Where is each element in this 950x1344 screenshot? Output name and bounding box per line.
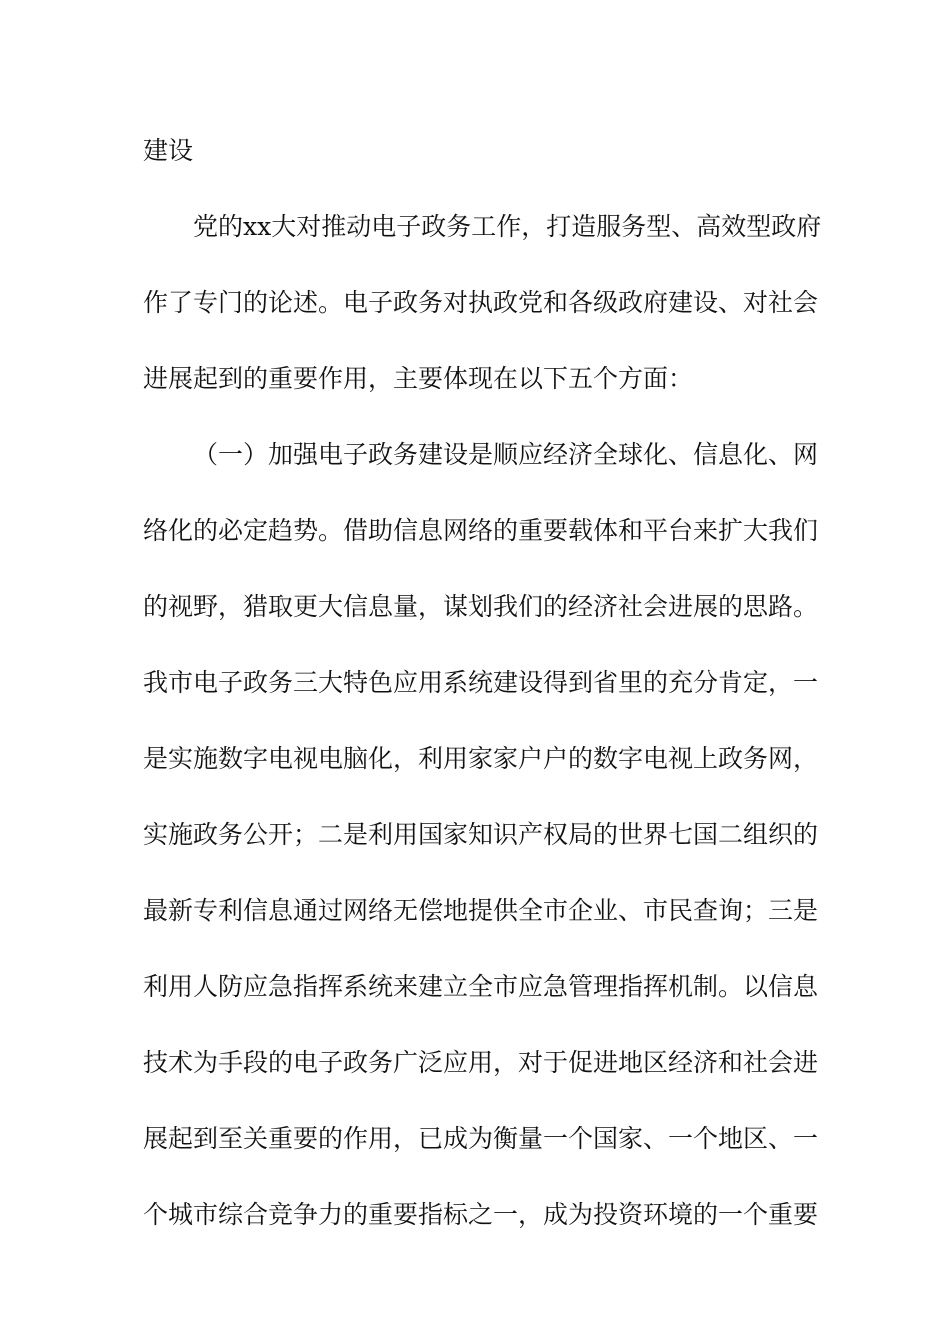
paragraph-2-line-2: 络化的必定趋势。借助信息网络的重要载体和平台来扩大我们 — [143, 516, 819, 545]
paragraph-2-line-6: 实施政务公开；二是利用国家知识产权局的世界七国二组织的 — [143, 820, 819, 849]
paragraph-2-line-9: 技术为手段的电子政务广泛应用，对于促进地区经济和社会进 — [143, 1048, 819, 1077]
paragraph-2-line-1: （一）加强电子政务建设是顺应经济全球化、信息化、网 — [193, 440, 819, 469]
paragraph-2-line-5: 是实施数字电视电脑化，利用家家户户的数字电视上政务网， — [143, 744, 819, 773]
paragraph-1-line-2: 作了专门的论述。电子政务对执政党和各级政府建设、对社会 — [143, 288, 819, 317]
paragraph-2-line-7: 最新专利信息通过网络无偿地提供全市企业、市民查询；三是 — [143, 896, 819, 925]
paragraph-2-line-3: 的视野，猎取更大信息量，谋划我们的经济社会进展的思路。 — [143, 592, 819, 621]
paragraph-1-line-1: 党的xx大对推动电子政务工作，打造服务型、高效型政府 — [193, 212, 822, 241]
text-line-1: 建设 — [143, 136, 194, 165]
paragraph-2-line-10: 展起到至关重要的作用，已成为衡量一个国家、一个地区、一 — [143, 1124, 819, 1153]
paragraph-1-line-3: 进展起到的重要作用，主要体现在以下五个方面： — [143, 364, 694, 393]
paragraph-2-line-11: 个城市综合竞争力的重要指标之一，成为投资环境的一个重要 — [143, 1200, 819, 1229]
paragraph-2-line-8: 利用人防应急指挥系统来建立全市应急管理指挥机制。以信息 — [143, 972, 819, 1001]
paragraph-2-line-4: 我市电子政务三大特色应用系统建设得到省里的充分肯定，一 — [143, 668, 819, 697]
